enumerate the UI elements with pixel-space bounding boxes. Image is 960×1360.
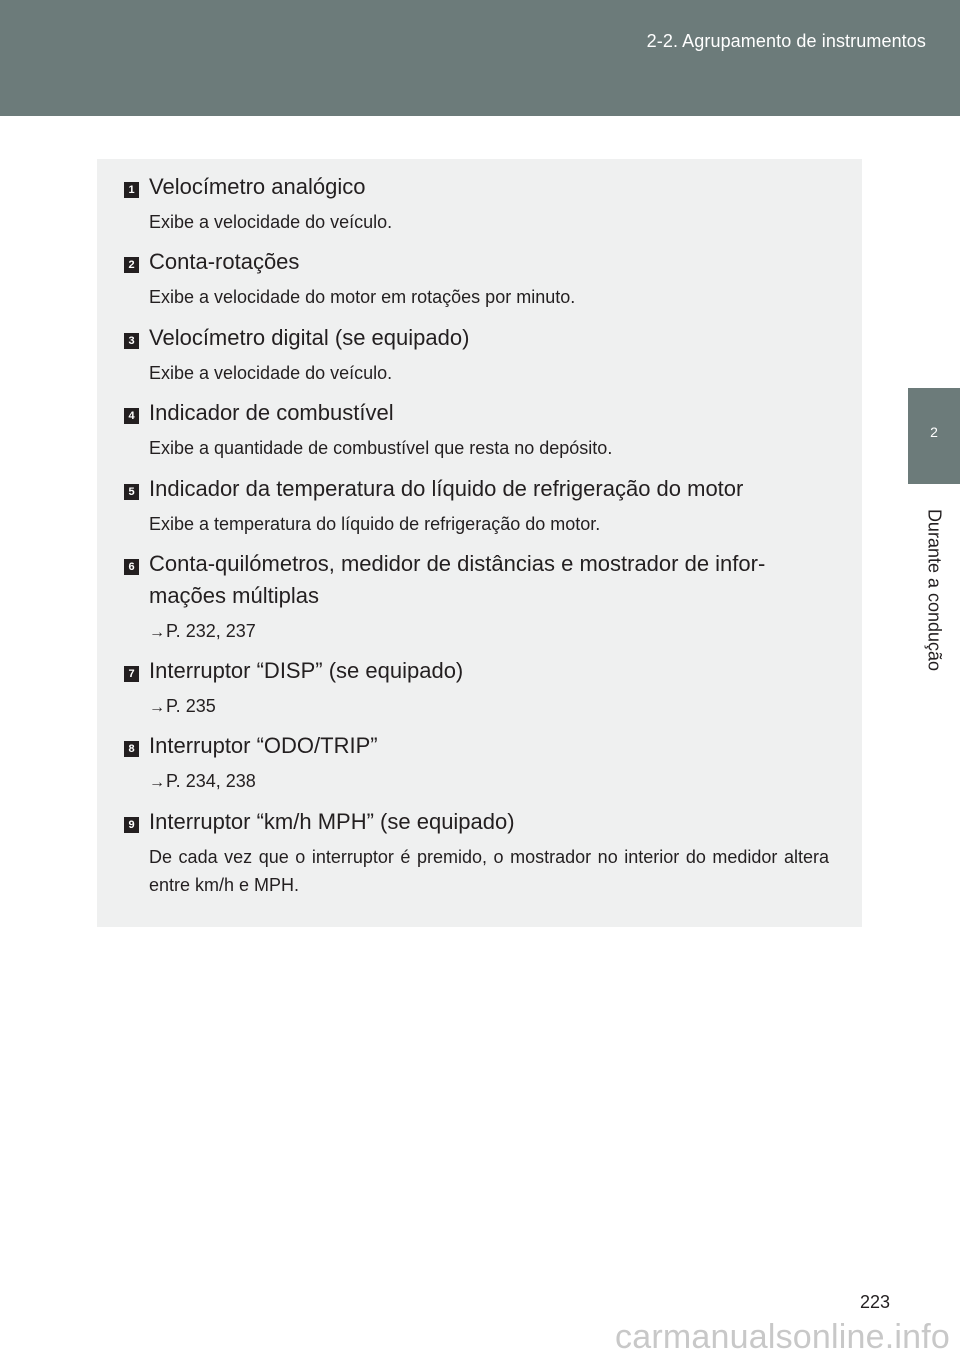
info-panel — [97, 159, 862, 927]
item-description: Exibe a quantidade de combustível que resta no depósito. — [149, 438, 613, 458]
item-title: Velocímetro analógico — [149, 174, 366, 199]
item-number-badge: 9 — [124, 817, 139, 833]
item-description: De cada vez que o interruptor é premido, o mostrador no interior do medidor altera entre km/h e MPH. — [149, 847, 829, 895]
page-reference — [149, 767, 829, 797]
item-number-badge: 3 — [124, 333, 139, 349]
reference-pages: P. 235 — [166, 696, 216, 716]
item-title: Interruptor “km/h MPH” (se equipado) — [149, 809, 515, 834]
header-bar — [0, 0, 960, 116]
item-description: Exibe a velocidade do veículo. — [149, 212, 393, 232]
watermark: carmanualsonline.info — [615, 1318, 950, 1356]
item-description: Exibe a temperatura do líquido de refrigeração do motor. — [149, 514, 601, 534]
page-reference — [149, 692, 829, 722]
item-number-badge: 5 — [124, 484, 139, 500]
arrow-right-icon: → — [149, 624, 165, 641]
page-reference — [149, 617, 829, 647]
arrow-right-icon: → — [149, 699, 165, 716]
chapter-number: 2 — [930, 424, 938, 440]
chapter-label: Durante a condução — [924, 508, 945, 672]
item-number-badge: 2 — [124, 257, 139, 273]
chapter-tab — [908, 388, 960, 484]
item-number-badge: 6 — [124, 559, 139, 575]
item-description: Exibe a velocidade do veículo. — [149, 363, 393, 383]
reference-pages: P. 234, 238 — [166, 771, 256, 791]
item-title: Conta-quilómetros, medidor de distâncias e mostrador de infor- — [149, 551, 766, 576]
item-title: Indicador de combustível — [149, 400, 394, 425]
item-number-badge: 8 — [124, 741, 139, 757]
item-number-badge: 1 — [124, 182, 139, 198]
item-title: Indicador da temperatura do líquido de refrigeração do motor — [149, 476, 744, 501]
item-title: Interruptor “DISP” (se equipado) — [149, 658, 464, 683]
reference-pages: P. 232, 237 — [166, 621, 256, 641]
item-number-badge: 4 — [124, 408, 139, 424]
section-title: 2-2. Agrupamento de instrumentos — [646, 31, 926, 51]
item-title: Interruptor “ODO/TRIP” — [149, 733, 378, 758]
item-title: Conta-rotações — [149, 249, 300, 274]
item-title-continued: mações múltiplas — [149, 583, 319, 608]
arrow-right-icon: → — [149, 774, 165, 791]
item-description: Exibe a velocidade do motor em rotações por minuto. — [149, 287, 576, 307]
item-title: Velocímetro digital (se equipado) — [149, 325, 470, 350]
item-number-badge: 7 — [124, 666, 139, 682]
page-number: 223 — [859, 1292, 890, 1312]
